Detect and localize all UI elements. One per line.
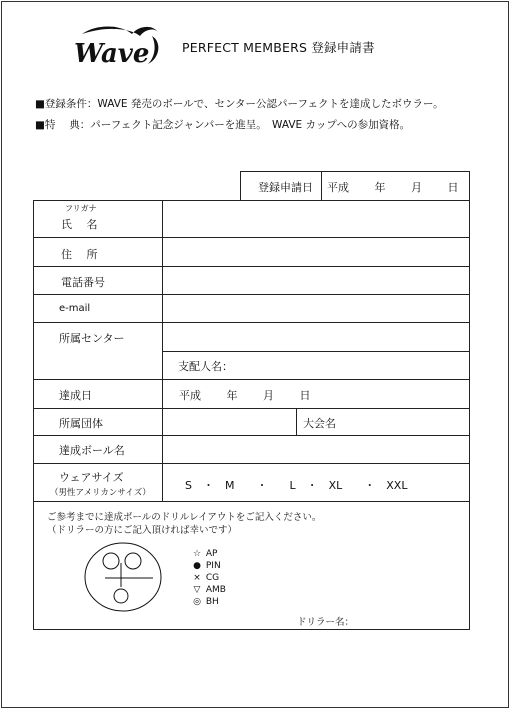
legend-bh: ◎ BH bbox=[191, 597, 219, 607]
double-circle-icon: ◎ bbox=[193, 597, 201, 607]
application-date-value: 平成 年 月 日 bbox=[327, 181, 459, 194]
star-icon: ☆ bbox=[192, 549, 202, 559]
driller-name-label: ドリラー名： bbox=[297, 617, 355, 628]
application-table bbox=[33, 171, 470, 630]
tournament-field[interactable] bbox=[351, 409, 468, 434]
thumb-hole bbox=[114, 589, 128, 603]
achieved-date-label: 達成日 bbox=[59, 389, 92, 402]
cross-icon: × bbox=[193, 573, 201, 583]
email-label: e-mail bbox=[59, 303, 91, 314]
legend-ap: ☆ AP bbox=[192, 549, 218, 559]
filled-circle-icon: ● bbox=[193, 561, 201, 571]
triangle-down-icon: ▽ bbox=[193, 585, 201, 595]
name-label: 氏 名 bbox=[61, 218, 98, 231]
center-field[interactable] bbox=[164, 323, 468, 350]
layout-note: ご参考までに達成ボールのドリルレイアウトをご記入ください。 bbox=[47, 512, 322, 523]
legend-cg: × CG bbox=[191, 573, 219, 583]
finger-hole-left bbox=[103, 553, 119, 569]
phone-field[interactable] bbox=[164, 267, 468, 293]
wear-size-note: （男性アメリカンサイズ） bbox=[50, 488, 151, 498]
svg-text:Wave: Wave bbox=[74, 39, 150, 69]
email-field[interactable] bbox=[164, 295, 468, 321]
registration-condition: ■登録条件：WAVE 発売のボールで、センター公認パーフェクトを達成したボウラー。 bbox=[35, 98, 444, 110]
wear-size-options[interactable]: S ・ M ・ L ・ XL ・ XXL bbox=[185, 479, 408, 492]
application-date-label: 登録申請日 bbox=[258, 181, 313, 194]
ball-name-field[interactable] bbox=[164, 436, 468, 462]
manager-name-label: 支配人名： bbox=[178, 360, 233, 373]
center-label: 所属センター bbox=[59, 332, 125, 345]
legend-amb: ▽ AMB bbox=[191, 585, 226, 595]
phone-label: 電話番号 bbox=[61, 276, 105, 289]
driller-name-field[interactable] bbox=[353, 611, 465, 627]
layout-note-sub: （ドリラーの方にご記入頂ければ幸いです） bbox=[47, 525, 238, 536]
ball-name-label: 達成ボール名 bbox=[59, 444, 125, 457]
finger-hole-right bbox=[125, 553, 141, 569]
form-title: PERFECT MEMBERS 登録申請書 bbox=[182, 40, 375, 55]
address-label: 住 所 bbox=[61, 248, 98, 261]
benefits-text: ■特 典：パーフェクト記念ジャンパーを進呈。 WAVE カップへの参加資格。 bbox=[35, 119, 411, 131]
wave-logo bbox=[68, 22, 163, 72]
bowling-ball-diagram[interactable] bbox=[83, 541, 163, 613]
name-field[interactable] bbox=[164, 202, 468, 236]
manager-name-field[interactable] bbox=[243, 352, 468, 378]
achieved-date-value[interactable]: 平成 年 月 日 bbox=[179, 389, 311, 402]
tournament-label: 大会名 bbox=[303, 417, 336, 430]
address-field[interactable] bbox=[164, 239, 468, 265]
legend-pin: ● PIN bbox=[191, 561, 221, 571]
wear-size-label: ウェアサイズ bbox=[59, 471, 124, 484]
team-field[interactable] bbox=[164, 409, 295, 434]
team-label: 所属団体 bbox=[59, 417, 103, 430]
furigana-label: フリガナ bbox=[65, 204, 97, 213]
